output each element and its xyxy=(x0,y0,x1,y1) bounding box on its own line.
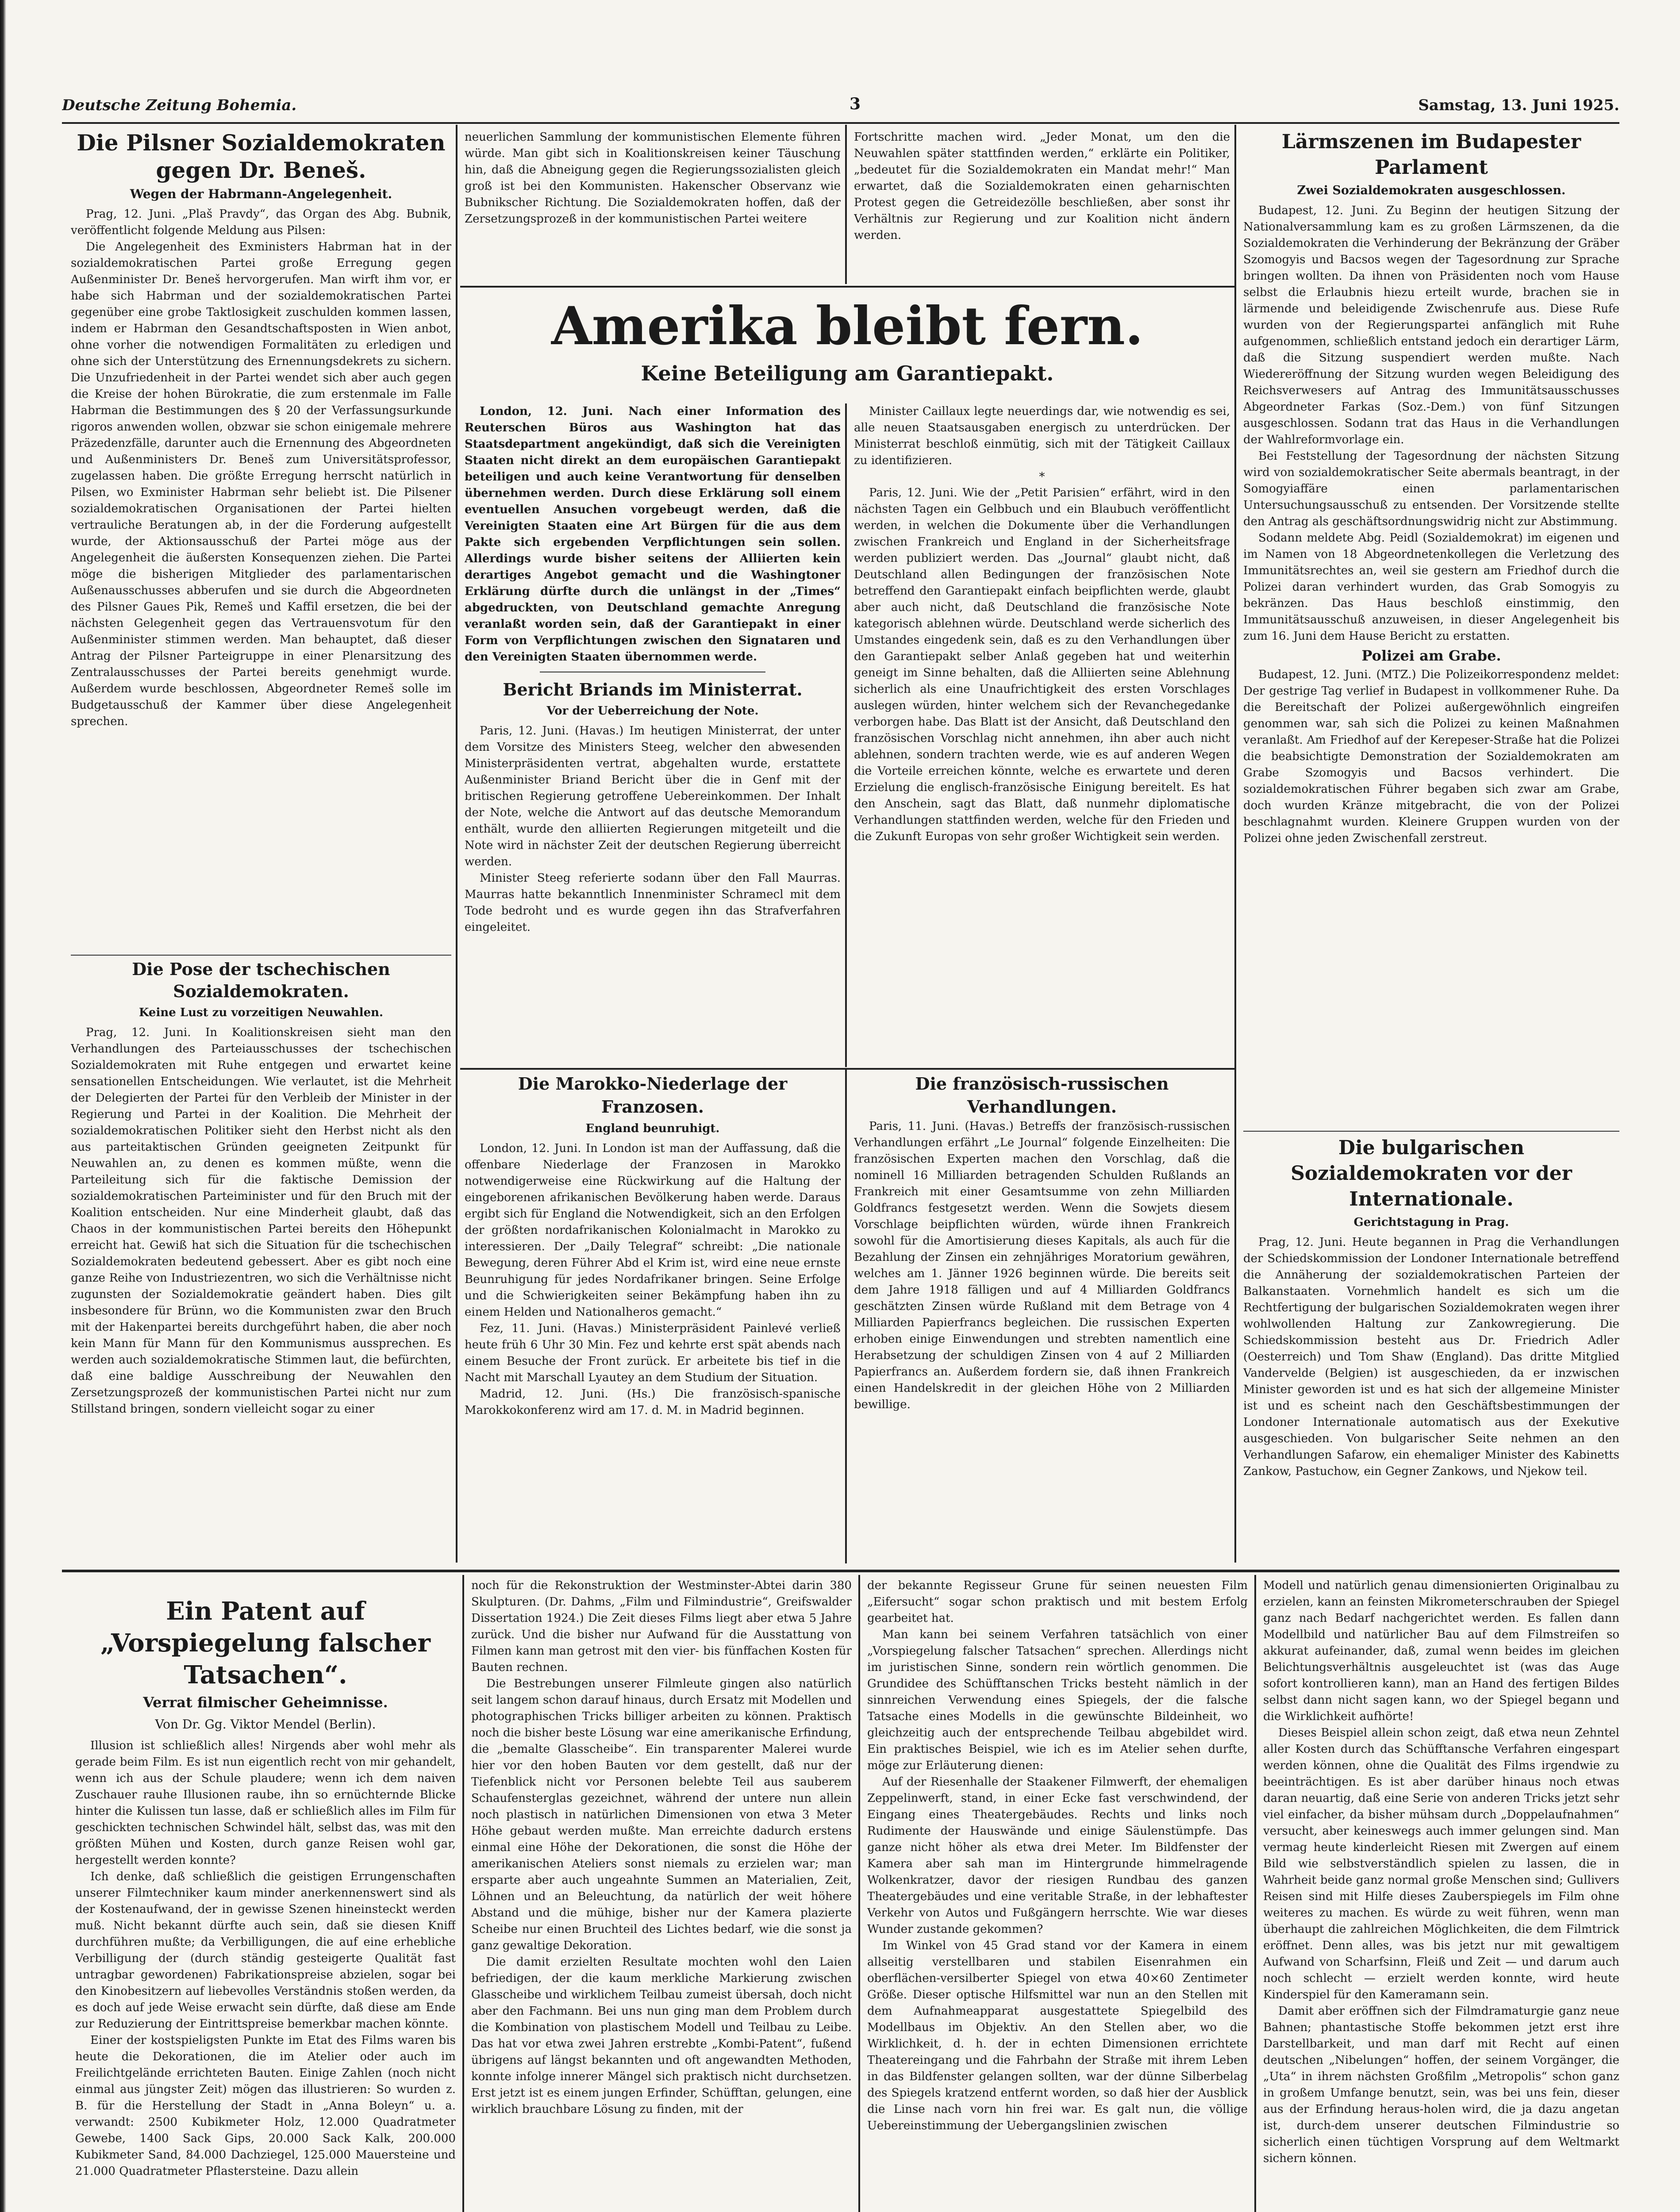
paragraph: Prag, 12. Juni. In Koalitionskreisen sieht man den Verhandlungen des Parteiausschusses der tschechischen Sozialdemokraten mit Ruhe entgegen und erwartet keine sensationellen Entscheidungen. Wie verlautet, ist die Mehrheit der Delegierten der Partei für den Verbleib der Minister in der Regierung und Partei in der Koalition. Die Mehrheit der sozialdemokratischen Politiker sieht den Herbst nicht als den aus parteitaktischen Gründen geeigneten Zeitpunkt für Neuwahlen an, zu denen es kommen müßte, wenn die Parteileitung sich für die faktische Demission der sozialdemokratischen Parteiminister und für den Bruch mit der Koalition entscheiden. Nur eine Minderheit glaubt, daß das Chaos in der kommunistischen Partei bereits den Höhepunkt erreicht hat. Gewiß hat sich die Situation für die tschechischen Sozialdemokraten bedeutend gebessert. Aber es gibt noch eine ganze Reihe von Industriezentren, wo sich die Verhältnisse nicht zugunsten der Sozialdemokratie geändert haben. Dies gilt insbesondere für Brünn, wo die Kommunisten zwar den Bruch mit der Hakenpartei bereits durchgeführt haben, die aber noch kein Mann für Mann für den Kommunismus aussprechen. Es werden auch sozialdemokratische Stimmen laut, die befürchten, daß eine baldige Ausschreibung der Neuwahlen den Zersetzungsprozeß der kommunistischen Partei nicht nur zum Stillstand bringen, sondern vielleicht sogar zu einer xyxy=(71,1026,451,1416)
headline: Die bulgarischen Sozialdemokraten vor der Internationale. xyxy=(1291,1137,1572,1210)
paragraph: Dieses Beispiel allein schon zeigt, daß etwa neun Zehntel aller Kosten durch das Schüfftansche Verfahren eingespart werden können, ohne die Qualität des Films irgendwie zu beeinträchtigen. Es ist aber darüber hinaus noch etwas daran neuartig, daß eine Serie von anderen Tricks jetzt sehr viel einfacher, da bisher mühsam durch „Doppelaufnahmen“ versucht, aber keineswegs auch immer gelungen sind. Man vermag heute kinderleicht Riesen mit Zwergen auf einem Bild wie selbstverständlich spielen zu lassen, die in Wahrheit beide ganz normal große Menschen sind; Gullivers Reisen sind mit Hilfe dieses Zauberspiegels im Film ohne weiteres zu machen. Es würde zu weit führen, wenn man überhaupt die zahlreichen Möglichkeiten, die dem Filmtrick eröffnet. Denn alles, was bis jetzt nur mit gewaltigem Aufwand von Scharfsinn, Fleiß und Zeit — und darum auch noch schlecht — erzielt werden konnte, wird heute Kinderspiel für den Kameramann sein. xyxy=(1263,1726,1619,2001)
headline: Die Pilsner Sozialdemokraten gegen Dr. Beneš. xyxy=(77,130,446,183)
column-rule xyxy=(1234,125,1236,1563)
paragraph: Fez, 11. Juni. (Havas.) Ministerpräsident Painlevé verließ heute früh 6 Uhr 30 Min. Fez und kehrte erst spät abends nach einem Besuche der Front zurück. Er arbeitete bis tief in die Nacht mit Marschall Lyautey an dem Studium der Situation. xyxy=(465,1322,841,1384)
continuation-right xyxy=(854,129,1230,280)
paragraph: Modell und natürlich genau dimensionierten Originalbau zu erzielen, kann an feinsten Mikrometerschrauben der Spiegel ganz nach Bedarf nachgerichtet werden. Es fallen dann Modellbild und natürlicher Bau auf dem Filmstreifen so akkurat aufeinander, daß, zumal wenn beides im gleichen Belichtungsverhältnis ausgeleuchtet ist (was das Auge sofort kontrollieren kann), man an Hand des fertigen Bildes selbst dann nicht sagen kann, wo der Spiegel begann und die Wirklichkeit aufhörte! xyxy=(1263,1579,1619,1723)
paragraph: noch für die Rekonstruktion der Westminster-Abtei darin 380 Skulpturen. (Dr. Dahms, „Film und Filmindustrie“, Greifswalder Dissertation 1924.) Die Zeit dieses Films liegt aber etwa 5 Jahre zurück. Und die bisher nur Aufwand für die Ausstattung von Filmen kann man getrost mit den vier- bis fünffachen Kosten für Bauten rechnen. xyxy=(471,1579,852,1674)
article-budapest xyxy=(1243,129,1619,1129)
masthead xyxy=(62,95,1619,117)
article-marokko xyxy=(465,1072,841,1568)
column-rule xyxy=(462,1575,464,2212)
separator-asterisk: * xyxy=(1039,470,1045,484)
feuilleton-col3 xyxy=(867,1578,1248,2212)
headline: Die Pose der tschechischen Sozialdemokraten. xyxy=(132,959,390,1001)
issue-date: Samstag, 13. Juni 1925. xyxy=(1418,96,1619,114)
paragraph: Prag, 12. Juni. Heute begannen in Prag die Verhandlungen der Schiedskommission der Londoner Internationale betreffend die Annäherung der sozialdemokratischen Parteien der Balkanstaaten. Vornehmlich handelt es sich um die Rechtfertigung der bulgarischen Sozialdemokraten wegen ihrer wohlwollenden Haltung zur Zankowregierung. Die Schiedskommission besteht aus Dr. Friedrich Adler (Oesterreich) und Tom Shaw (England). Das dritte Mitglied Vandervelde (Belgien) ist ausgeschieden, da er inzwischen Minister geworden ist und es hat sich der allgemeine Minister ist und es scheint nach den Geschäftsbestimmungen der Londoner Internationale automatisch aus der Exekutive ausgeschieden. Von bulgarischer Seite nehmen an den Verhandlungen Safarow, ein ehemaliger Minister des Kabinetts Zankow, Pastuchow, ein Gegner Zankows, und Njekow teil. xyxy=(1243,1236,1619,1478)
paragraph: Paris, 12. Juni. Wie der „Petit Parisien“ erfährt, wird in den nächsten Tagen ein Gelbbuch und ein Blaubuch veröffentlicht werden, in welchen die Dokumente über die Verhandlungen zwischen Frankreich und England in der Sicherheitsfrage werden publiziert werden. Das „Journal“ glaubt nicht, daß Deutschland allen Bedingungen der französischen Note betreffend den Garantiepakt einfach beipflichten werde, glaubt aber auch nicht, daß Deutschland die französische Note kategorisch ablehnen würde. Deutschland werde sicherlich des Umstandes eingedenk sein, daß es zu den Verhandlungen über den Garantiepakt selber Anlaß gegeben hat und weiterhin geneigt im Sinne behalten, daß die Alliierten seine Ablehnung sicherlich als eine Unaufrichtigkeit des ersten Vorschlages auslegen würden, hinter welchem sich der Revanchegedanke verborgen habe. Das Blatt ist der Ansicht, daß Deutschland den französischen Vorschlag nicht annehmen, ihn aber auch nicht ablehnen, sondern trachten werde, wie es auf anderen Wegen die Vorteile erreichen könnte, welche es erwartete und deren Erzielung die englisch-französische Einigung bereitelt. Es hat den Anschein, sagt das Blatt, daß nunmehr diplomatische Verhandlungen stattfinden werden, welche für den Frieden und die Zukunft Europas von sehr großer Wichtigkeit sein werden. xyxy=(854,486,1230,843)
column-rule xyxy=(845,125,847,284)
headline: Amerika bleibt fern. xyxy=(551,295,1143,357)
article-bulgar xyxy=(1243,1135,1619,1569)
feuilleton-col1 xyxy=(75,1578,456,2212)
subheadline: Keine Beteiligung am Garantiepakt. xyxy=(641,361,1054,385)
paragraph: London, 12. Juni. In London ist man der Auffassung, daß die offenbare Niederlage der Franzosen in Marokko notwendigerweise eine Rückwirkung auf die Haltung der eingeborenen afrikanischen Bevölkerung haben werde. Daraus ergibt sich für England die Notwendigkeit, sich an den Erfolgen der größten nordafrikanischen Kolonialmacht in Marokko zu interessieren. Der „Daily Telegraf“ schreibt: „Die nationale Bewegung, deren Führer Abd el Krim ist, wird eine neue ernste Beunruhigung für jedes Nordafrikaner bringen. Seine Erfolge und die Schwierigkeiten seiner Bekämpfung haben ihn zu einem Helden und Nationalheros gemacht.“ xyxy=(465,1142,841,1319)
masthead-rule xyxy=(62,122,1619,124)
article-divider xyxy=(71,955,451,956)
paragraph: Bei Feststellung der Tagesordnung der nächsten Sitzung wird von sozialdemokratischer Seite abermals beantragt, in der Somogyiaffäre einen parlamentarischen Untersuchungsausschuß zu entsenden. Der Vorsitzende stellte den Antrag als geschäftsordnungswidrig nicht zur Abstimmung. xyxy=(1243,449,1619,528)
column-rule xyxy=(845,403,847,1067)
paragraph: Man kann bei seinem Verfahren tatsächlich von einer „Vorspiegelung falscher Tatsachen“ sprechen. Allerdings nicht im juristischen Sinne, sondern rein wörtlich genommen. Die Grundidee des Schüfftanschen Tricks besteht nämlich in der sinnreichen Verwendung eines Spiegels, der die falsche Tatsache eines Modells in die gewünschte Bildeinheit, wo gleichzeitig auch der entsprechende Teilbau abgebildet wird. Ein praktisches Beispiel, wie ich es im Atelier sehen durfte, möge zur Erläuterung dienen: xyxy=(867,1628,1248,1772)
paragraph: Damit aber eröffnen sich der Filmdramaturgie ganz neue Bahnen; phantastische Stoffe bekommen jetzt erst ihre Darstellbarkeit, und man darf mit Recht auf einen deutschen „Nibelungen“ hoffen, der seinem Vorgänger, die „Uta“ in ihrem nächsten Großfilm „Metropolis“ schon ganz in großem Umfange benutzt, sein, was bei uns fein, dieser aus der Erfindung heraus-holen wird, die ja dazu angetan ist, durch-dem unserer deutschen Filmindustrie so sicherlich einen tüchtigen Vorsprung auf dem Weltmarkt sichern können. xyxy=(1263,2005,1619,2165)
subheadline: Keine Lust zu vorzeitigen Neuwahlen. xyxy=(138,1006,384,1019)
feuilleton-col4 xyxy=(1263,1578,1619,2212)
headline: Die französisch-russischen Verhandlungen. xyxy=(915,1074,1169,1117)
continuation-left xyxy=(465,129,841,280)
paragraph: Madrid, 12. Juni. (Hs.) Die französisch-spanische Marokkokonferenz wird am 17. d. M. in Madrid beginnen. xyxy=(465,1387,841,1417)
paragraph: Minister Caillaux legte neuerdings dar, wie notwendig es sei, alle neuen Staatsausgaben energisch zu unterdrücken. Der Ministerrat beschloß einmütig, sich mit der Tätigkeit Caillaux zu identifizieren. xyxy=(854,405,1230,467)
article-pose xyxy=(71,958,451,1569)
subheadline: England beunruhigt. xyxy=(585,1122,720,1135)
article-franz-russ xyxy=(854,1072,1230,1568)
paragraph: Im Winkel von 45 Grad stand vor der Kamera in einem allseitig verstellbaren und stabilen Eisenrahmen ein oberflächen-versilberter Spiegel von etwa 40×60 Zentimeter Größe. Dieser optische Hilfsmittel war nun an den Stellen mit dem Aufnahmeapparat ausgestattete Spiegelbild des Modellbaus im Objektiv. An den Stellen aber, wo die Wirklichkeit, d. h. der in echten Dimensionen errichtete Theatereingang und die Fahrbahn der Straße mit ihrem Leben in das Bildfenster gelangen sollten, war der dünne Silberbelag des Spiegels kratzend entfernt worden, so daß hier der Ausblick die Linse nach vorn hin frei war. Es galt nun, die völlige Uebereinstimmung der Uebergangslinien zwischen xyxy=(867,1939,1248,2132)
article-divider xyxy=(1243,1131,1619,1132)
paragraph: der bekannte Regisseur Grune für seinen neuesten Film „Eifersucht“ sogar schon praktisch und mit bestem Erfolg gearbeitet hat. xyxy=(867,1579,1248,1625)
paragraph: Die Angelegenheit des Exministers Habrman hat in der sozialdemokratischen Partei große Erregung gegen Außenminister Dr. Beneš hervorgerufen. Man wirft ihm vor, er habe sich Habrman und der sozialdemokratischen Partei gegenüber eine grobe Taktlosigkeit zuschulden kommen lassen, indem er Habrman den Gesandtschaftsposten in Wien anbot, ohne vorher die notwendigen Formalitäten zu erledigen und ohne sich der Unterstützung des Ernennungsdekrets zu sichern. Die Unzufriedenheit in der Partei wendet sich aber auch gegen die Kreise der hohen Bürokratie, die zum erstenmale im Falle Habrman die Bestimmungen des § 20 der Verfassungsurkunde rigoros anwenden wollen, obzwar sie schon einigemale mehrere Präzedenzfälle, darunter auch die Ernennung des Abgeordneten und Außenministers Dr. Beneš zum Universitätsprofessor, zugelassen haben. Die größte Erregung herrscht natürlich in Pilsen, wo Exminister Habrman sehr beliebt ist. Die Pilsener sozialdemokratischen Organisationen der Partei hielten vertrauliche Beratungen ab, in der die Forderung aufgestellt wurde, der Aktionsausschuß der Partei möge aus der Angelegenheit die äußersten Konsequenzen ziehen. Die Partei möge die bisherigen Mitglieder des parlamentarischen Außenausschusses abberufen und sie durch die Abgeordneten des Pilsner Gaues Pik, Remeš und Kaffil ersetzen, die bei der nächsten Gelegenheit gegen das Vertrauensvotum für den Außenminister stimmen werden. Man behauptet, daß dieser Antrag der Pilsner Parteigruppe in einer Plenarsitzung des Zentralausschusses der Partei bereits genehmigt wurde. Außerdem wurde beschlossen, Abgeordneter Remeš solle im Budgetausschuß der Kammer über diese Angelegenheit sprechen. xyxy=(71,240,451,728)
subheadline: Zwei Sozialdemokraten ausgeschlossen. xyxy=(1297,184,1566,197)
paragraph: Minister Steeg referierte sodann über den Fall Maurras. Maurras hatte bekanntlich Innenminister Schramecl mit dem Tode bedroht und es wurde gegen ihn das Strafverfahren eingeleitet. xyxy=(465,872,841,934)
paragraph: Budapest, 12. Juni. (MTZ.) Die Polizeikorrespondenz meldet: Der gestrige Tag verlief in Budapest in vollkommener Ruhe. Da die Bereitschaft der Polizei außergewöhnlich eingreifen genommen war, sah sich die Polizei zu keinen Maßnahmen veranlaßt. Am Friedhof auf der Kerepeser-Straße hat die Polizei die beabsichtigte Demonstration der Sozialdemokraten am Grabe Szomogyis und Bacsos verhindert. Die sozialdemokratischen Führer begaben sich zwar am Grabe, doch wurden Kränze mitgebracht, die von der Polizei beschlagnahmt wurden. Kleinere Gruppen wurden von der Polizei ohne jeden Zwischenfall zerstreut. xyxy=(1243,668,1619,845)
paragraph: Budapest, 12. Juni. Zu Beginn der heutigen Sitzung der Nationalversammlung kam es zu großen Lärmszenen, da die Sozialdemokraten die Verhinderung der Bekränzung der Gräber Szomogyis und Bacsos wegen der Tagesordnung zur Sprache bringen wollten. Da ihnen von Präsidenten noch vom Hause selbst die Erlaubnis hiezu erteilt wurde, brachen sie in lärmende und beleidigende Zwischenrufe aus. Diese Rufe wurden von der Regierungspartei anfänglich mit Ruhe aufgenommen, schließlich entstand jedoch ein derartiger Lärm, daß die Sitzung suspendiert werden mußte. Nach Wiedereröffnung der Sitzung wurden wegen Beleidigung des Reichsverwesers auf Antrag des Immunitätsausschusses Abgeordneter Farkas (Soz.-Dem.) von fünf Sitzungen ausgeschlossen. Sodann trat das Haus in die Verhandlungen der Wahlreformvorlage ein. xyxy=(1243,204,1619,446)
section-rule xyxy=(460,1068,1234,1070)
headline: Die Marokko-Niederlage der Franzosen. xyxy=(518,1074,788,1117)
article-pilsner xyxy=(71,129,451,952)
feuilleton-rule xyxy=(62,1570,1619,1572)
paragraph: Illusion ist schließlich alles! Nirgends aber wohl mehr als gerade beim Film. Es ist nun eigentlich recht von mir gehandelt, wenn ich aus der Schule plaudere; wenn ich dem naiven Zuschauer rauhe Illusionen raube, ihn so ernüchternde Blicke hinter die Kulissen tun lasse, daß er schließlich alles im Film für geschickten technischen Schwindel hält, selbst das, was mit den größten Mühen und Kosten, durch ganze Reisen wohl gar, hergestellt werden konnte? xyxy=(75,1739,456,1867)
headline: Lärmszenen im Budapester Parlament xyxy=(1281,131,1581,179)
paragraph: Fortschritte machen wird. „Jeder Monat, um den die Neuwahlen später stattfinden werden,“ erklärte ein Politiker, „bedeutet für die Sozialdemokraten ein Mandat mehr!“ Man erwartet, daß die Sozialdemokraten einen geharnischten Protest gegen die Getreidezölle beschließen, aber sonst ihr Verhältnis zur Regierung und zur Koalition nicht ändern werden. xyxy=(854,131,1230,242)
headline: Ein Patent auf „Vorspiegelung falscher Tatsachen“. xyxy=(100,1597,431,1690)
paragraph: Die Bestrebungen unserer Filmleute gingen also natürlich seit langem schon darauf hinaus, durch Ersatz mit Modellen und photographischen Tricks billiger arbeiten zu können. Praktisch noch die bisher beste Lösung war eine amerikanische Erfindung, die „bemalte Glasscheibe“. Ein transparenter Malerei wurde hier vor den hoben Bauten vor dem gestellt, daß nur der Tiefenblick nicht vor Personen belebte Teil aus sauberem Schaufensterglas gezeichnet, während der untere nun allein noch plastisch in natürlichen Dimensionen von etwa 3 Meter Höhe gebaut werden mußte. Man erreichte dadurch erstens einmal eine Höhe der Dekorationen, die sonst die Höhe der amerikanischen Ateliers sonst niemals zu erzielen war; man ersparte aber auch ungeahnte Summen an Materialien, Zeit, Löhnen und an Beleuchtung, da natürlich der weit höhere Abstand und die mühige, bisher nur der Kamera plazierte Scheibe nur einen Bruchteil des Lichtes bedarf, wie die sonst ja ganz gewaltige Dekoration. xyxy=(471,1677,852,1952)
paragraph: Paris, 12. Juni. (Havas.) Im heutigen Ministerrat, der unter dem Vorsitze des Ministers Steeg, welcher den abwesenden Ministerpräsidenten vertrat, abgehalten wurde, erstattete Außenminister Briand Bericht über die in Genf mit der britischen Regierung getroffene Uebereinkommen. Der Inhalt der Note, welche die Antwort auf das deutsche Memorandum enthält, wurde den alliierten Regierungen mitgeteilt und die Note wird in nächster Zeit der deutschen Regierung überreicht werden. xyxy=(465,724,841,868)
paper-name: Deutsche Zeitung Bohemia. xyxy=(62,96,297,114)
scan-edge xyxy=(0,0,6,2212)
column-rule xyxy=(845,1068,847,1563)
subheadline: Wegen der Habrmann-Angelegenheit. xyxy=(130,187,392,201)
subheadline: Gerichtstagung in Prag. xyxy=(1353,1216,1509,1229)
column-rule xyxy=(1254,1575,1256,2212)
article-amerika-header xyxy=(465,293,1230,403)
paragraph: Ich denke, daß schließlich die geistigen Errungenschaften unserer Filmtechniker kaum minder anerkennenswert sind als der Kostenaufwand, der in gewisse Szenen hineinsteckt werden muß. Nicht bekannt dürfte auch sein, daß sie diesen Kniff durchführen mußte; da Verbilligungen, die auf eine erhebliche Verbilligung der (durch ständig gesteigerte Qualität fast untragbar gewordenen) Fabrikationspreise abzielen, sogar bei den Kinobesitzern auf liebevolles Verständnis stoßen werden, da es doch auf jede Weise erwacht sein dürfte, daß diese am Ende zur Reduzierung der Eintrittspreise bemerkbar machen könnte. xyxy=(75,1870,456,2031)
paragraph: Sodann meldete Abg. Peidl (Sozialdemokrat) im eigenen und im Namen von 18 Abgeordnetenkollegen die Verletzung des Immunitätsrechtes an, weil sie gestern am Friedhof durch die Polizei daran verhindert wurden, das Grab Somogyis zu bekränzen. Das Haus beschloß einstimmig, den Immunitätsausschuß anzuweisen, in dieser Angelegenheit bis zum 16. Juni dem Hause Bericht zu erstatten. xyxy=(1243,531,1619,643)
amerika-column-b xyxy=(854,403,1230,1067)
byline: Von Dr. Gg. Viktor Mendel (Berlin). xyxy=(155,1717,376,1732)
subheadline: Verrat filmischer Geheimnisse. xyxy=(143,1694,388,1711)
page-number: 3 xyxy=(850,95,861,113)
amerika-column-a xyxy=(465,403,841,1067)
section-rule xyxy=(460,286,1234,288)
headline: Polizei am Grabe. xyxy=(1361,647,1501,664)
subheadline: Vor der Ueberreichung der Note. xyxy=(546,704,759,718)
paragraph: Paris, 11. Juni. (Havas.) Betreffs der französisch-russischen Verhandlungen erfährt „Le Journal“ folgende Einzelheiten: Die französischen Experten machen den Vorschlag, daß die nominell 16 Milliarden betragenden Schulden Rußlands an Frankreich mit einer Gesamtsumme von zehn Milliarden Goldfrancs festgesetzt werden. Wenn die Sowjets diesem Vorschlage beipflichten würden, würde ihnen Frankreich sowohl für die Amortisierung dieses Kapitals, als auch für die Bezahlung der Zinsen ein zehnjähriges Moratorium gewähren, welches am 1. Jänner 1926 beginnen würde. Die bereits seit dem Jahre 1918 fälligen und auf 4 Milliarden Goldfrancs geschätzten Zinsen würde Rußland mit dem Betrage von 4 Milliarden Papierfrancs begleichen. Die russischen Experten erhoben einige Einwendungen und strebten namentlich eine Herabsetzung der schuldigen Zinsen von 4 auf 2 Milliarden Papierfrancs an. Außerdem fordern sie, daß ihnen Frankreich einen Handelskredit in der gleichen Höhe von 2 Milliarden bewillige. xyxy=(854,1120,1230,1411)
paragraph: Einer der kostspieligsten Punkte im Etat des Films waren bis heute die Dekorationen, die im Atelier oder auch im Freilichtgelände errichteten Bauten. Einige Zahlen (noch nicht einmal aus jüngster Zeit) mögen das illustrieren: So wurden z. B. für die Herstellung der Stadt in „Anna Boleyn“ u. a. verwandt: 2500 Kubikmeter Holz, 12.000 Quadratmeter Gewebe, 1400 Sack Gips, 20.000 Sack Kalk, 200.000 Kubikmeter Sand, 84.000 Dachziegel, 125.000 Mauersteine und 21.000 Quadratmeter Pflastersteine. Dazu allein xyxy=(75,2034,456,2178)
column-rule xyxy=(456,125,457,1563)
paragraph: Die damit erzielten Resultate mochten wohl den Laien befriedigen, der die kaum merkliche Markierung zwischen Glasscheibe und wirklichem Teilbau zumeist übersah, doch nicht aber den Fachmann. Bei uns nun ging man dem Problem durch die Kombination von plastischem Modell und Teilbau zu Leibe. Das hat vor etwa zwei Jahren erstrebte „Kombi-Patent“, fußend übrigens auf längst bekannten und oft angewandten Methoden, konnte infolge innerer Mängel sich praktisch nicht durchsetzen. Erst jetzt ist es einem jungen Erfinder, Schüfftan, gelungen, eine wirklich brauchbare Lösung zu finden, mit der xyxy=(471,1955,852,2116)
paragraph: Auf der Riesenhalle der Staakener Filmwerft, der ehemaligen Zeppelinwerft, stand, in einer Ecke fast verschwindend, der Eingang eines Theatergebäudes. Rechts und links noch Rudimente der Hauswände und einige Säulenstümpfe. Das ganze nicht höher als etwa drei Meter. Im Bildfenster der Kamera aber sah man im Hintergrunde himmelragende Wolkenkratzer, davor der riesigen Rundbau des ganzen Theatergebäudes und eine veritable Straße, in der lebhaftester Verkehr von Autos und Fußgängern herrschte. Wie war dieses Wunder zustande gekommen? xyxy=(867,1775,1248,1936)
paragraph: London, 12. Juni. Nach einer Information des Reuterschen Büros aus Washington hat das Staatsdepartment angekündigt, daß sich die Vereinigten Staaten nicht direkt an dem europäischen Garantiepakt beteiligen und auch keine Verantwortung für denselben übernehmen werden. Durch diese Erklärung soll einem eventuellen Ansuchen vorgebeugt werden, daß die Vereinigten Staaten eine Art Bürgen für die aus dem Pakte sich ergebenden Verpflichtungen sein sollen. Allerdings wurde bisher seitens der Alliierten kein derartiges Angebot gemacht und die Washingtoner Erklärung dürfte durch die unlängst in der „Times“ abgedruckten, von Deutschland gemachte Anregung veranlaßt worden sein, daß der Garantiepakt in einer Form von Verpflichtungen zwischen den Signataren und den Vereinigten Staaten übernommen werde. xyxy=(465,405,841,664)
feuilleton-col2 xyxy=(471,1578,852,2212)
headline: Bericht Briands im Ministerrat. xyxy=(503,680,803,699)
paragraph: Prag, 12. Juni. „Plaš Pravdy“, das Organ des Abg. Bubnik, veröffentlicht folgende Meldung aus Pilsen: xyxy=(71,207,451,237)
column-rule xyxy=(858,1575,860,2212)
paragraph: neuerlichen Sammlung der kommunistischen Elemente führen würde. Man gibt sich in Koalitionskreisen keiner Täuschung hin, daß die Abneigung gegen die Regierungssozialisten gleich groß ist bei den Kommunisten. Hakenscher Observanz wie Bubnikscher Richtung. Die Sozialdemokraten hoffen, daß der Zersetzungsprozeß in der kommunistischen Partei weitere xyxy=(465,131,841,226)
